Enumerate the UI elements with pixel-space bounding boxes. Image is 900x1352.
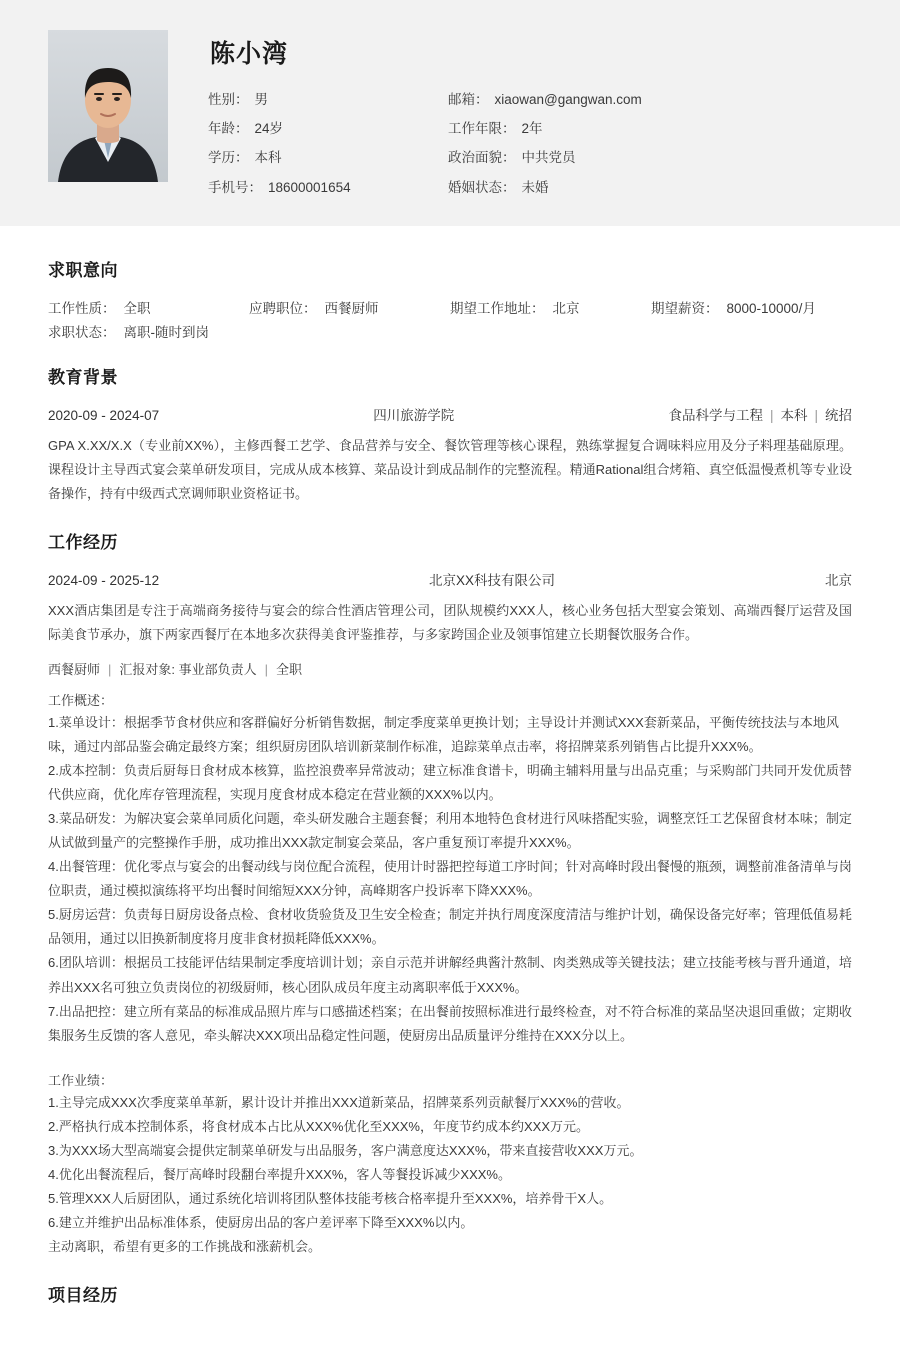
- spacer: [48, 1048, 852, 1060]
- job-intent-row-1: [48, 297, 852, 317]
- work-position-line: [48, 659, 852, 678]
- field-political-status-value: 中共党员: [521, 150, 576, 166]
- resume-header: [0, 0, 900, 226]
- work-overview-item: 7.出品把控：建立所有菜品的标准成品照片库与口感描述档案；在出餐前按照标准进行最终检查，对不符合标准的菜品坚决退回重做；定期收集服务生反馈的客人意见，牵头解决XXX项出品稳定性问题，使厨房出品质量评分维持在XXX分以上。: [48, 1003, 852, 1043]
- field-phone-label: 手机号：: [208, 179, 262, 195]
- field-marital-status-label: 婚姻状态：: [448, 179, 516, 195]
- work-overview-item: 1.菜单设计：根据季节食材供应和客群偏好分析销售数据，制定季度菜单更换计划；主导设计并测试XXX套新菜品，平衡传统技法与本地风味，通过内部品鉴会确定最终方案；组织厨房团队培训新菜制作标准，追踪菜单点击率，将招牌菜系列销售占比提升XXX%。: [48, 714, 839, 755]
- work-company-description: XXX酒店集团是专注于高端商务接待与宴会的综合性酒店管理公司，团队规模约XXX人，核心业务包括大型宴会策划、高端西餐厅运营及国际美食节承办，旗下两家西餐厅在本地多次获得美食评鉴推荐，与多家跨国企业及领事馆建立长期餐饮服务合作。: [48, 602, 852, 642]
- work-leave-reason: 主动离职，希望有更多的工作挑战和涨薪机会。: [48, 1238, 322, 1254]
- field-email-value: xiaowan@gangwan.com: [494, 92, 642, 107]
- section-title-education: 教育背景: [48, 367, 118, 387]
- field-education: [208, 150, 448, 166]
- section-job-intent: [48, 256, 852, 341]
- intent-location-label: 期望工作地址：: [450, 300, 545, 316]
- field-age-value: 24岁: [254, 121, 284, 137]
- work-location: 北京: [825, 572, 852, 588]
- work-overview-item: 2.成本控制：负责后厨每日食材成本核算，监控浪费率异常波动；建立标准食谱卡，明确主辅料用量与出品克重；与采购部门共同开发优质替代供应商，优化库存管理流程，实现月度食材成本稳定在营业额的XXX%以内。: [48, 763, 852, 803]
- field-phone-value: 18600001654: [268, 179, 351, 195]
- intent-position-label: 应聘职位：: [249, 300, 317, 316]
- work-achievement-item: 3.为XXX场大型高端宴会提供定制菜单研发与出品服务，客户满意度达XXX%，带来直接营收XXX万元。: [48, 1142, 643, 1158]
- intent-status-label: 求职状态：: [48, 324, 116, 340]
- field-gender: [208, 92, 448, 108]
- job-intent-row-2: [48, 321, 852, 341]
- work-job-type: 全职: [276, 661, 303, 677]
- intent-job-type-label: 工作性质：: [48, 300, 116, 316]
- work-overview-item: 4.出餐管理：优化零点与宴会的出餐动线与岗位配合流程，使用计时器把控每道工序时间；针对高峰时段出餐慢的瓶颈，调整前准备清单与岗位职责，通过模拟演练将平均出餐时间缩短XXX分钟，高峰期客户投诉率下降XXX%。: [48, 859, 852, 899]
- education-degree: 本科: [780, 407, 808, 423]
- field-work-years: [448, 121, 852, 137]
- education-entry-header: [48, 404, 852, 424]
- education-date: 2020-09 - 2024-07: [48, 407, 160, 423]
- field-age-label: 年龄：: [208, 121, 249, 137]
- field-gender-label: 性别：: [208, 92, 249, 107]
- intent-location: [450, 297, 651, 317]
- work-overview-item: 3.菜品研发：为解决宴会菜单同质化问题，牵头研发融合主题套餐；利用本地特色食材进行风味搭配实验，调整烹饪工艺保留食材本味；制定从试做到量产的完整操作手册，成功推出XXX款定制宴会菜品，客户重复预订率提升XXX%。: [48, 811, 852, 851]
- work-achievement-list: [48, 1091, 852, 1259]
- header-fields: [208, 92, 852, 196]
- section-title-work: 工作经历: [48, 532, 118, 552]
- work-overview-label: 工作概述：: [48, 692, 114, 708]
- field-education-value: 本科: [254, 150, 282, 166]
- work-separator-2: |: [264, 661, 269, 677]
- field-political-status: [448, 150, 852, 166]
- avatar: [48, 30, 168, 182]
- section-education: [48, 363, 852, 506]
- field-political-status-label: 政治面貌：: [448, 150, 516, 166]
- work-achievement-item: 5.管理XXX人后厨团队，通过系统化培训将团队整体技能考核合格率提升至XXX%，培养骨干X人。: [48, 1190, 613, 1206]
- work-report-to: 汇报对象: 事业部负责人: [119, 661, 257, 677]
- field-education-label: 学历：: [208, 150, 249, 166]
- candidate-name: 陈小湾: [210, 40, 289, 68]
- work-achievement-item: 4.优化出餐流程后，餐厅高峰时段翻台率提升XXX%，客人等餐投诉减少XXX%。: [48, 1166, 511, 1182]
- field-marital-status: [448, 180, 852, 196]
- education-admission: 统招: [825, 407, 852, 423]
- work-date: 2024-09 - 2025-12: [48, 572, 160, 588]
- field-age: [208, 121, 448, 137]
- work-achievement-item: 6.建立并维护出品标准体系，使厨房出品的客户差评率下降至XXX%以内。: [48, 1214, 474, 1230]
- education-separator-2: |: [814, 407, 818, 423]
- intent-salary-value: 8000-10000/月: [726, 300, 816, 316]
- work-achievement-item: 1.主导完成XXX次季度菜单革新，累计设计并推出XXX道新菜品，招牌菜系列贡献餐厅XXX%的营收。: [48, 1094, 630, 1110]
- work-company: 北京XX科技有限公司: [429, 572, 556, 588]
- field-work-years-label: 工作年限：: [448, 121, 516, 137]
- header-main: [168, 30, 852, 196]
- intent-job-type: [48, 297, 249, 317]
- work-separator-1: |: [108, 661, 112, 677]
- work-position: 西餐厨师: [48, 661, 101, 677]
- field-gender-value: 男: [254, 92, 268, 107]
- work-overview-list: [48, 711, 852, 1048]
- work-overview-item: 5.厨房运营：负责每日厨房设备点检、食材收货验货及卫生安全检查；制定并执行周度深度清洁与维护计划，确保设备完好率；管理低值易耗品领用，通过以旧换新制度将月度非食材损耗降低XXX%。: [48, 907, 852, 947]
- field-email-label: 邮箱：: [448, 92, 489, 107]
- section-title-job-intent: 求职意向: [48, 260, 118, 280]
- education-description: GPA X.XX/X.X（专业前XX%），主修西餐工艺学、食品营养与安全、餐饮管理等核心课程，熟练掌握复合调味料应用及分子料理基础原理。课程设计主导西式宴会菜单研发项目，完成从成本核算、菜品设计到成品制作的完整流程。精通Rational组合烤箱、真空低温慢煮机等专业设备操作，持有中级西式烹调师职业资格证书。: [48, 437, 852, 501]
- section-title-project: 项目经历: [48, 1285, 118, 1305]
- intent-salary-label: 期望薪资：: [651, 300, 719, 316]
- field-work-years-value: 2年: [521, 121, 543, 137]
- field-email: [448, 92, 852, 108]
- intent-location-value: 北京: [552, 300, 580, 316]
- education-detail: [668, 404, 852, 424]
- work-achievement-label: 工作业绩：: [48, 1072, 114, 1088]
- field-marital-status-value: 未婚: [521, 179, 549, 195]
- intent-salary: [651, 297, 852, 317]
- section-project-experience: [48, 1281, 852, 1306]
- education-school: 四川旅游学院: [373, 407, 455, 423]
- intent-status-value: 离职-随时到岗: [123, 324, 209, 340]
- work-overview-item: 6.团队培训：根据员工技能评估结果制定季度培训计划；亲自示范并讲解经典酱汁熬制、肉类熟成等关键技法；建立技能考核与晋升通道，培养出XXX名可独立负责岗位的初级厨师，核心团队成员年度主动离职率低于XXX%。: [48, 955, 852, 995]
- intent-status: [48, 321, 249, 341]
- intent-position: [249, 297, 450, 317]
- intent-position-value: 西餐厨师: [324, 300, 379, 316]
- field-phone: [208, 180, 448, 196]
- work-entry-header: [48, 569, 852, 589]
- education-major: 食品科学与工程: [668, 407, 763, 423]
- intent-job-type-value: 全职: [123, 300, 151, 316]
- work-achievement-item: 2.严格执行成本控制体系，将食材成本占比从XXX%优化至XXX%，年度节约成本约XXX万元。: [48, 1118, 589, 1134]
- education-separator-1: |: [769, 407, 774, 423]
- section-work-experience: [48, 528, 852, 1259]
- resume-content: [0, 226, 900, 1352]
